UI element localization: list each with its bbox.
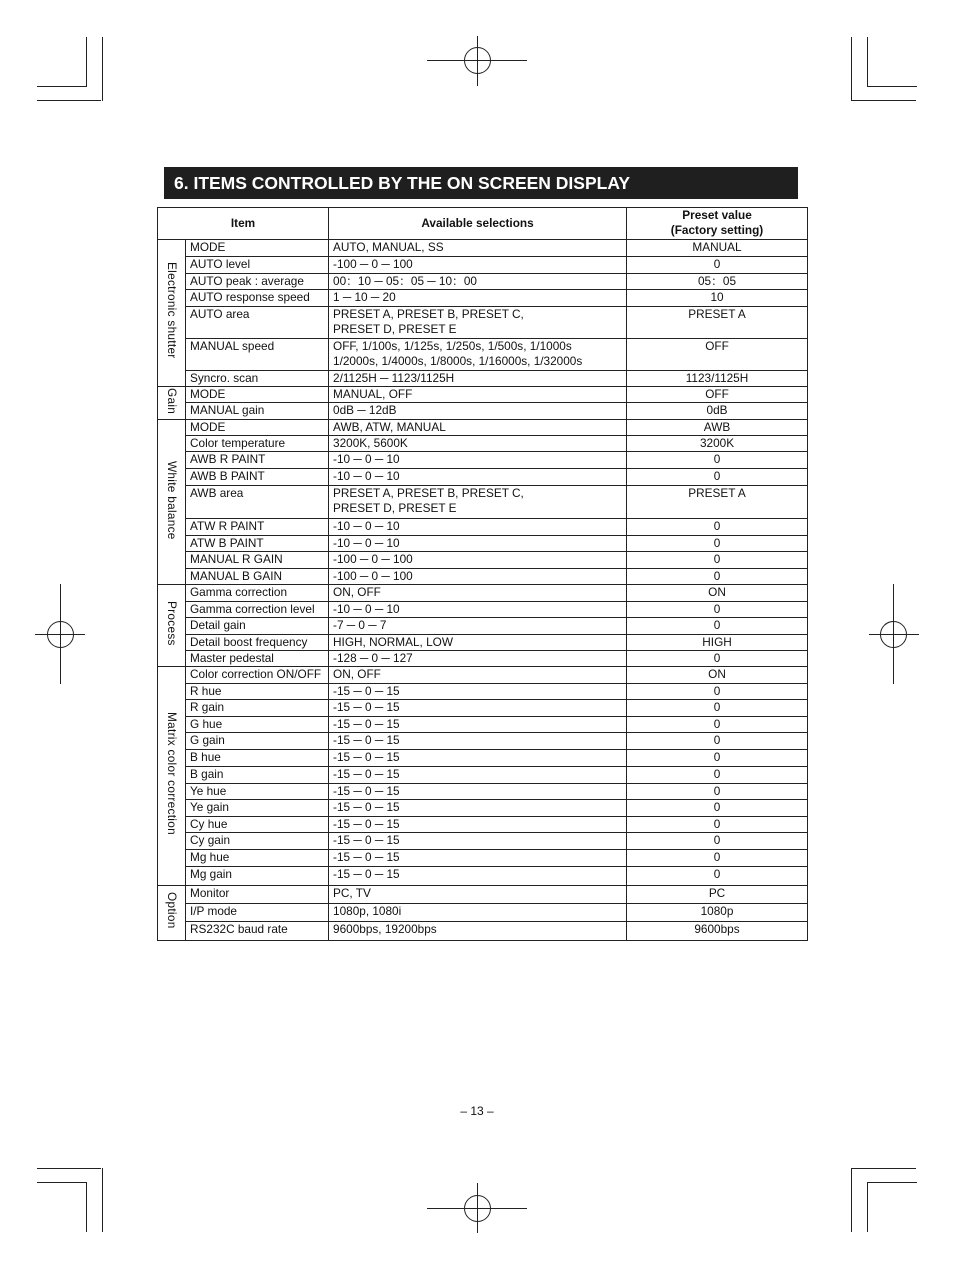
selections-cell bbox=[329, 585, 627, 601]
category-cell bbox=[158, 667, 186, 885]
selections-line: -10 ─ 0 ─ 10 bbox=[333, 601, 400, 616]
table-row bbox=[158, 733, 808, 750]
item-cell: Ye gain bbox=[186, 799, 329, 816]
item-cell: G gain bbox=[186, 733, 329, 750]
item-cell: Mg gain bbox=[186, 866, 329, 885]
selections-line: ON, OFF bbox=[333, 667, 381, 682]
table-row bbox=[158, 370, 808, 386]
selections-line: -15 ─ 0 ─ 15 bbox=[333, 750, 400, 765]
table-row bbox=[158, 518, 808, 535]
table-row bbox=[158, 766, 808, 783]
selections-line: -15 ─ 0 ─ 15 bbox=[333, 683, 400, 698]
selections-cell bbox=[329, 485, 627, 518]
selections-cell bbox=[329, 518, 627, 535]
item-cell: Syncro. scan bbox=[186, 370, 329, 386]
category-cell bbox=[158, 419, 186, 584]
item-cell: Cy gain bbox=[186, 833, 329, 850]
item-cell: R gain bbox=[186, 700, 329, 717]
preset-cell: 0 bbox=[627, 700, 808, 717]
item-cell: Gamma correction bbox=[186, 585, 329, 601]
table-row bbox=[158, 683, 808, 699]
page-number: – 13 – bbox=[460, 1104, 494, 1118]
item-cell: R hue bbox=[186, 683, 329, 699]
table-row bbox=[158, 273, 808, 289]
header-preset-line2: (Factory setting) bbox=[670, 223, 764, 238]
header-item: Item bbox=[158, 208, 329, 240]
selections-cell bbox=[329, 799, 627, 816]
selections-cell bbox=[329, 452, 627, 468]
preset-cell: 0 bbox=[627, 651, 808, 667]
item-cell: G hue bbox=[186, 717, 329, 733]
item-cell: MANUAL gain bbox=[186, 403, 329, 419]
preset-cell: 0 bbox=[627, 850, 808, 866]
table-row bbox=[158, 700, 808, 717]
selections-cell bbox=[329, 766, 627, 783]
preset-cell: 0dB bbox=[627, 403, 808, 419]
category-label: Gain bbox=[165, 387, 180, 414]
preset-cell: ON bbox=[627, 667, 808, 683]
category-label: Electronic shutter bbox=[165, 262, 180, 360]
preset-cell: 0 bbox=[627, 601, 808, 617]
selections-line: AUTO, MANUAL, SS bbox=[333, 239, 444, 254]
preset-cell: OFF bbox=[627, 338, 808, 370]
preset-cell: 1123/1125H bbox=[627, 370, 808, 386]
item-cell: B gain bbox=[186, 766, 329, 783]
preset-cell: 0 bbox=[627, 833, 808, 850]
selections-cell bbox=[329, 256, 627, 273]
table-row bbox=[158, 585, 808, 601]
preset-cell: PRESET A bbox=[627, 485, 808, 518]
preset-cell: PRESET A bbox=[627, 306, 808, 338]
selections-line: -10 ─ 0 ─ 10 bbox=[333, 535, 400, 550]
selections-line: -15 ─ 0 ─ 15 bbox=[333, 700, 400, 715]
preset-cell: 3200K bbox=[627, 436, 808, 452]
selections-cell bbox=[329, 683, 627, 699]
selections-line: -100 ─ 0 ─ 100 bbox=[333, 568, 413, 583]
selections-cell bbox=[329, 816, 627, 832]
item-cell: AUTO level bbox=[186, 256, 329, 273]
selections-cell bbox=[329, 921, 627, 940]
table-row bbox=[158, 535, 808, 551]
item-cell: AWB B PAINT bbox=[186, 468, 329, 485]
selections-cell bbox=[329, 601, 627, 617]
item-cell: AWB R PAINT bbox=[186, 452, 329, 468]
item-cell: AWB area bbox=[186, 485, 329, 518]
preset-cell: 0 bbox=[627, 256, 808, 273]
header-selections: Available selections bbox=[329, 208, 627, 240]
table-row bbox=[158, 617, 808, 634]
selections-line: -7 ─ 0 ─ 7 bbox=[333, 617, 387, 632]
selections-line: -15 ─ 0 ─ 15 bbox=[333, 866, 400, 881]
item-cell: MODE bbox=[186, 239, 329, 256]
item-cell: MANUAL R GAIN bbox=[186, 551, 329, 568]
item-cell: MODE bbox=[186, 419, 329, 435]
selections-cell bbox=[329, 289, 627, 306]
selections-cell bbox=[329, 436, 627, 452]
selections-line: PRESET D, PRESET E bbox=[333, 322, 457, 337]
item-cell: MODE bbox=[186, 387, 329, 403]
selections-line: AWB, ATW, MANUAL bbox=[333, 419, 446, 434]
item-cell: Monitor bbox=[186, 885, 329, 903]
selections-cell bbox=[329, 866, 627, 885]
item-cell: AUTO area bbox=[186, 306, 329, 338]
selections-line: 3200K, 5600K bbox=[333, 436, 408, 451]
selections-line: 2/1125H ─ 1123/1125H bbox=[333, 370, 455, 385]
preset-cell: 9600bps bbox=[627, 921, 808, 940]
category-cell bbox=[158, 387, 186, 420]
table-row bbox=[158, 903, 808, 921]
item-cell: AUTO peak : average bbox=[186, 273, 329, 289]
selections-cell bbox=[329, 468, 627, 485]
table-header-row bbox=[158, 208, 808, 240]
selections-line: -15 ─ 0 ─ 15 bbox=[333, 833, 400, 848]
item-cell: Color temperature bbox=[186, 436, 329, 452]
selections-cell bbox=[329, 850, 627, 866]
table-row bbox=[158, 338, 808, 370]
item-cell: Gamma correction level bbox=[186, 601, 329, 617]
preset-cell: 0 bbox=[627, 551, 808, 568]
selections-line: -15 ─ 0 ─ 15 bbox=[333, 766, 400, 781]
item-cell: Detail gain bbox=[186, 617, 329, 634]
category-cell bbox=[158, 585, 186, 667]
preset-cell: HIGH bbox=[627, 634, 808, 650]
selections-line: MANUAL, OFF bbox=[333, 387, 413, 402]
preset-cell: 0 bbox=[627, 799, 808, 816]
table-row bbox=[158, 452, 808, 468]
item-cell: ATW R PAINT bbox=[186, 518, 329, 535]
selections-cell bbox=[329, 700, 627, 717]
category-label: White balance bbox=[165, 460, 180, 540]
header-preset-line1: Preset value bbox=[682, 208, 752, 222]
preset-cell: 0 bbox=[627, 452, 808, 468]
selections-cell bbox=[329, 273, 627, 289]
settings-table bbox=[157, 207, 808, 941]
table-row bbox=[158, 256, 808, 273]
table-row bbox=[158, 783, 808, 799]
preset-cell: 0 bbox=[627, 750, 808, 766]
item-cell: Detail boost frequency bbox=[186, 634, 329, 650]
selections-cell bbox=[329, 783, 627, 799]
selections-cell bbox=[329, 387, 627, 403]
table-row bbox=[158, 921, 808, 940]
item-cell: Mg hue bbox=[186, 850, 329, 866]
table-row bbox=[158, 419, 808, 435]
table-row bbox=[158, 850, 808, 866]
selections-line: -100 ─ 0 ─ 100 bbox=[333, 256, 413, 271]
selections-cell bbox=[329, 717, 627, 733]
selections-line: 1 ─ 10 ─ 20 bbox=[333, 289, 396, 304]
table-row bbox=[158, 468, 808, 485]
table-row bbox=[158, 568, 808, 584]
item-cell: I/P mode bbox=[186, 903, 329, 921]
item-cell: Color correction ON/OFF bbox=[186, 667, 329, 683]
selections-cell bbox=[329, 306, 627, 338]
table-row bbox=[158, 485, 808, 518]
item-cell: RS232C baud rate bbox=[186, 921, 329, 940]
selections-line: -15 ─ 0 ─ 15 bbox=[333, 799, 400, 814]
selections-cell bbox=[329, 551, 627, 568]
selections-cell bbox=[329, 634, 627, 650]
preset-cell: 0 bbox=[627, 733, 808, 750]
table-row bbox=[158, 750, 808, 766]
selections-line: PRESET D, PRESET E bbox=[333, 500, 457, 515]
selections-line: -10 ─ 0 ─ 10 bbox=[333, 452, 400, 467]
selections-cell bbox=[329, 617, 627, 634]
preset-cell: AWB bbox=[627, 419, 808, 435]
selections-line: -15 ─ 0 ─ 15 bbox=[333, 733, 400, 748]
selections-cell bbox=[329, 833, 627, 850]
table-row bbox=[158, 601, 808, 617]
preset-cell: 0 bbox=[627, 468, 808, 485]
selections-line: -15 ─ 0 ─ 15 bbox=[333, 783, 400, 798]
selections-cell bbox=[329, 338, 627, 370]
selections-line: -10 ─ 0 ─ 10 bbox=[333, 518, 400, 533]
preset-cell: 1080p bbox=[627, 903, 808, 921]
preset-cell: 0 bbox=[627, 568, 808, 584]
preset-cell: 05：05 bbox=[627, 273, 808, 289]
table-row bbox=[158, 866, 808, 885]
selections-line: PC, TV bbox=[333, 885, 371, 900]
header-preset bbox=[627, 208, 808, 240]
table-row bbox=[158, 436, 808, 452]
category-label: Matrix color correction bbox=[165, 712, 180, 836]
selections-cell bbox=[329, 885, 627, 903]
preset-cell: 0 bbox=[627, 783, 808, 799]
selections-line: -15 ─ 0 ─ 15 bbox=[333, 850, 400, 865]
selections-cell bbox=[329, 667, 627, 683]
selections-line: 9600bps, 19200bps bbox=[333, 921, 437, 936]
selections-cell bbox=[329, 903, 627, 921]
preset-cell: OFF bbox=[627, 387, 808, 403]
table-row bbox=[158, 885, 808, 903]
item-cell: Cy hue bbox=[186, 816, 329, 832]
table-row bbox=[158, 634, 808, 650]
preset-cell: 0 bbox=[627, 766, 808, 783]
selections-cell bbox=[329, 535, 627, 551]
table-row bbox=[158, 289, 808, 306]
selections-line: 0dB ─ 12dB bbox=[333, 403, 397, 418]
selections-cell bbox=[329, 750, 627, 766]
selections-line: HIGH, NORMAL, LOW bbox=[333, 634, 453, 649]
selections-line: PRESET A, PRESET B, PRESET C, bbox=[333, 485, 524, 500]
preset-cell: 0 bbox=[627, 518, 808, 535]
preset-cell: 0 bbox=[627, 617, 808, 634]
selections-line: OFF, 1/100s, 1/125s, 1/250s, 1/500s, 1/1000s bbox=[333, 338, 572, 353]
selections-line: ON, OFF bbox=[333, 585, 381, 600]
preset-cell: ON bbox=[627, 585, 808, 601]
preset-cell: 10 bbox=[627, 289, 808, 306]
selections-line: -100 ─ 0 ─ 100 bbox=[333, 551, 413, 566]
selections-cell bbox=[329, 568, 627, 584]
table-row bbox=[158, 551, 808, 568]
table-row bbox=[158, 667, 808, 683]
selections-cell bbox=[329, 239, 627, 256]
preset-cell: 0 bbox=[627, 866, 808, 885]
item-cell: Master pedestal bbox=[186, 651, 329, 667]
table-row bbox=[158, 239, 808, 256]
table-row bbox=[158, 717, 808, 733]
selections-cell bbox=[329, 370, 627, 386]
selections-line: -128 ─ 0 ─ 127 bbox=[333, 651, 413, 666]
table-row bbox=[158, 387, 808, 403]
selections-cell bbox=[329, 419, 627, 435]
selections-cell bbox=[329, 403, 627, 419]
table-row bbox=[158, 816, 808, 832]
selections-cell bbox=[329, 733, 627, 750]
category-label: Process bbox=[165, 601, 180, 647]
selections-line: PRESET A, PRESET B, PRESET C, bbox=[333, 306, 524, 321]
preset-cell: 0 bbox=[627, 816, 808, 832]
category-label: Option bbox=[165, 892, 180, 929]
selections-line: 00：10 ─ 05：05 ─ 10：00 bbox=[333, 273, 477, 288]
selections-line: -15 ─ 0 ─ 15 bbox=[333, 816, 400, 831]
table-row bbox=[158, 306, 808, 338]
category-cell bbox=[158, 885, 186, 940]
item-cell: ATW B PAINT bbox=[186, 535, 329, 551]
selections-line: -15 ─ 0 ─ 15 bbox=[333, 717, 400, 732]
table-row bbox=[158, 833, 808, 850]
preset-cell: 0 bbox=[627, 535, 808, 551]
preset-cell: PC bbox=[627, 885, 808, 903]
table-row bbox=[158, 403, 808, 419]
category-cell bbox=[158, 239, 186, 387]
item-cell: MANUAL speed bbox=[186, 338, 329, 370]
table-row bbox=[158, 651, 808, 667]
preset-cell: 0 bbox=[627, 683, 808, 699]
item-cell: AUTO response speed bbox=[186, 289, 329, 306]
selections-line: 1080p, 1080i bbox=[333, 903, 402, 918]
item-cell: MANUAL B GAIN bbox=[186, 568, 329, 584]
selections-line: -10 ─ 0 ─ 10 bbox=[333, 468, 400, 483]
preset-cell: 0 bbox=[627, 717, 808, 733]
selections-cell bbox=[329, 651, 627, 667]
item-cell: B hue bbox=[186, 750, 329, 766]
preset-cell: MANUAL bbox=[627, 239, 808, 256]
section-title: 6. ITEMS CONTROLLED BY THE ON SCREEN DISPLAY bbox=[164, 167, 798, 199]
item-cell: Ye hue bbox=[186, 783, 329, 799]
selections-line: 1/2000s, 1/4000s, 1/8000s, 1/16000s, 1/32000s bbox=[333, 354, 583, 369]
table-row bbox=[158, 799, 808, 816]
